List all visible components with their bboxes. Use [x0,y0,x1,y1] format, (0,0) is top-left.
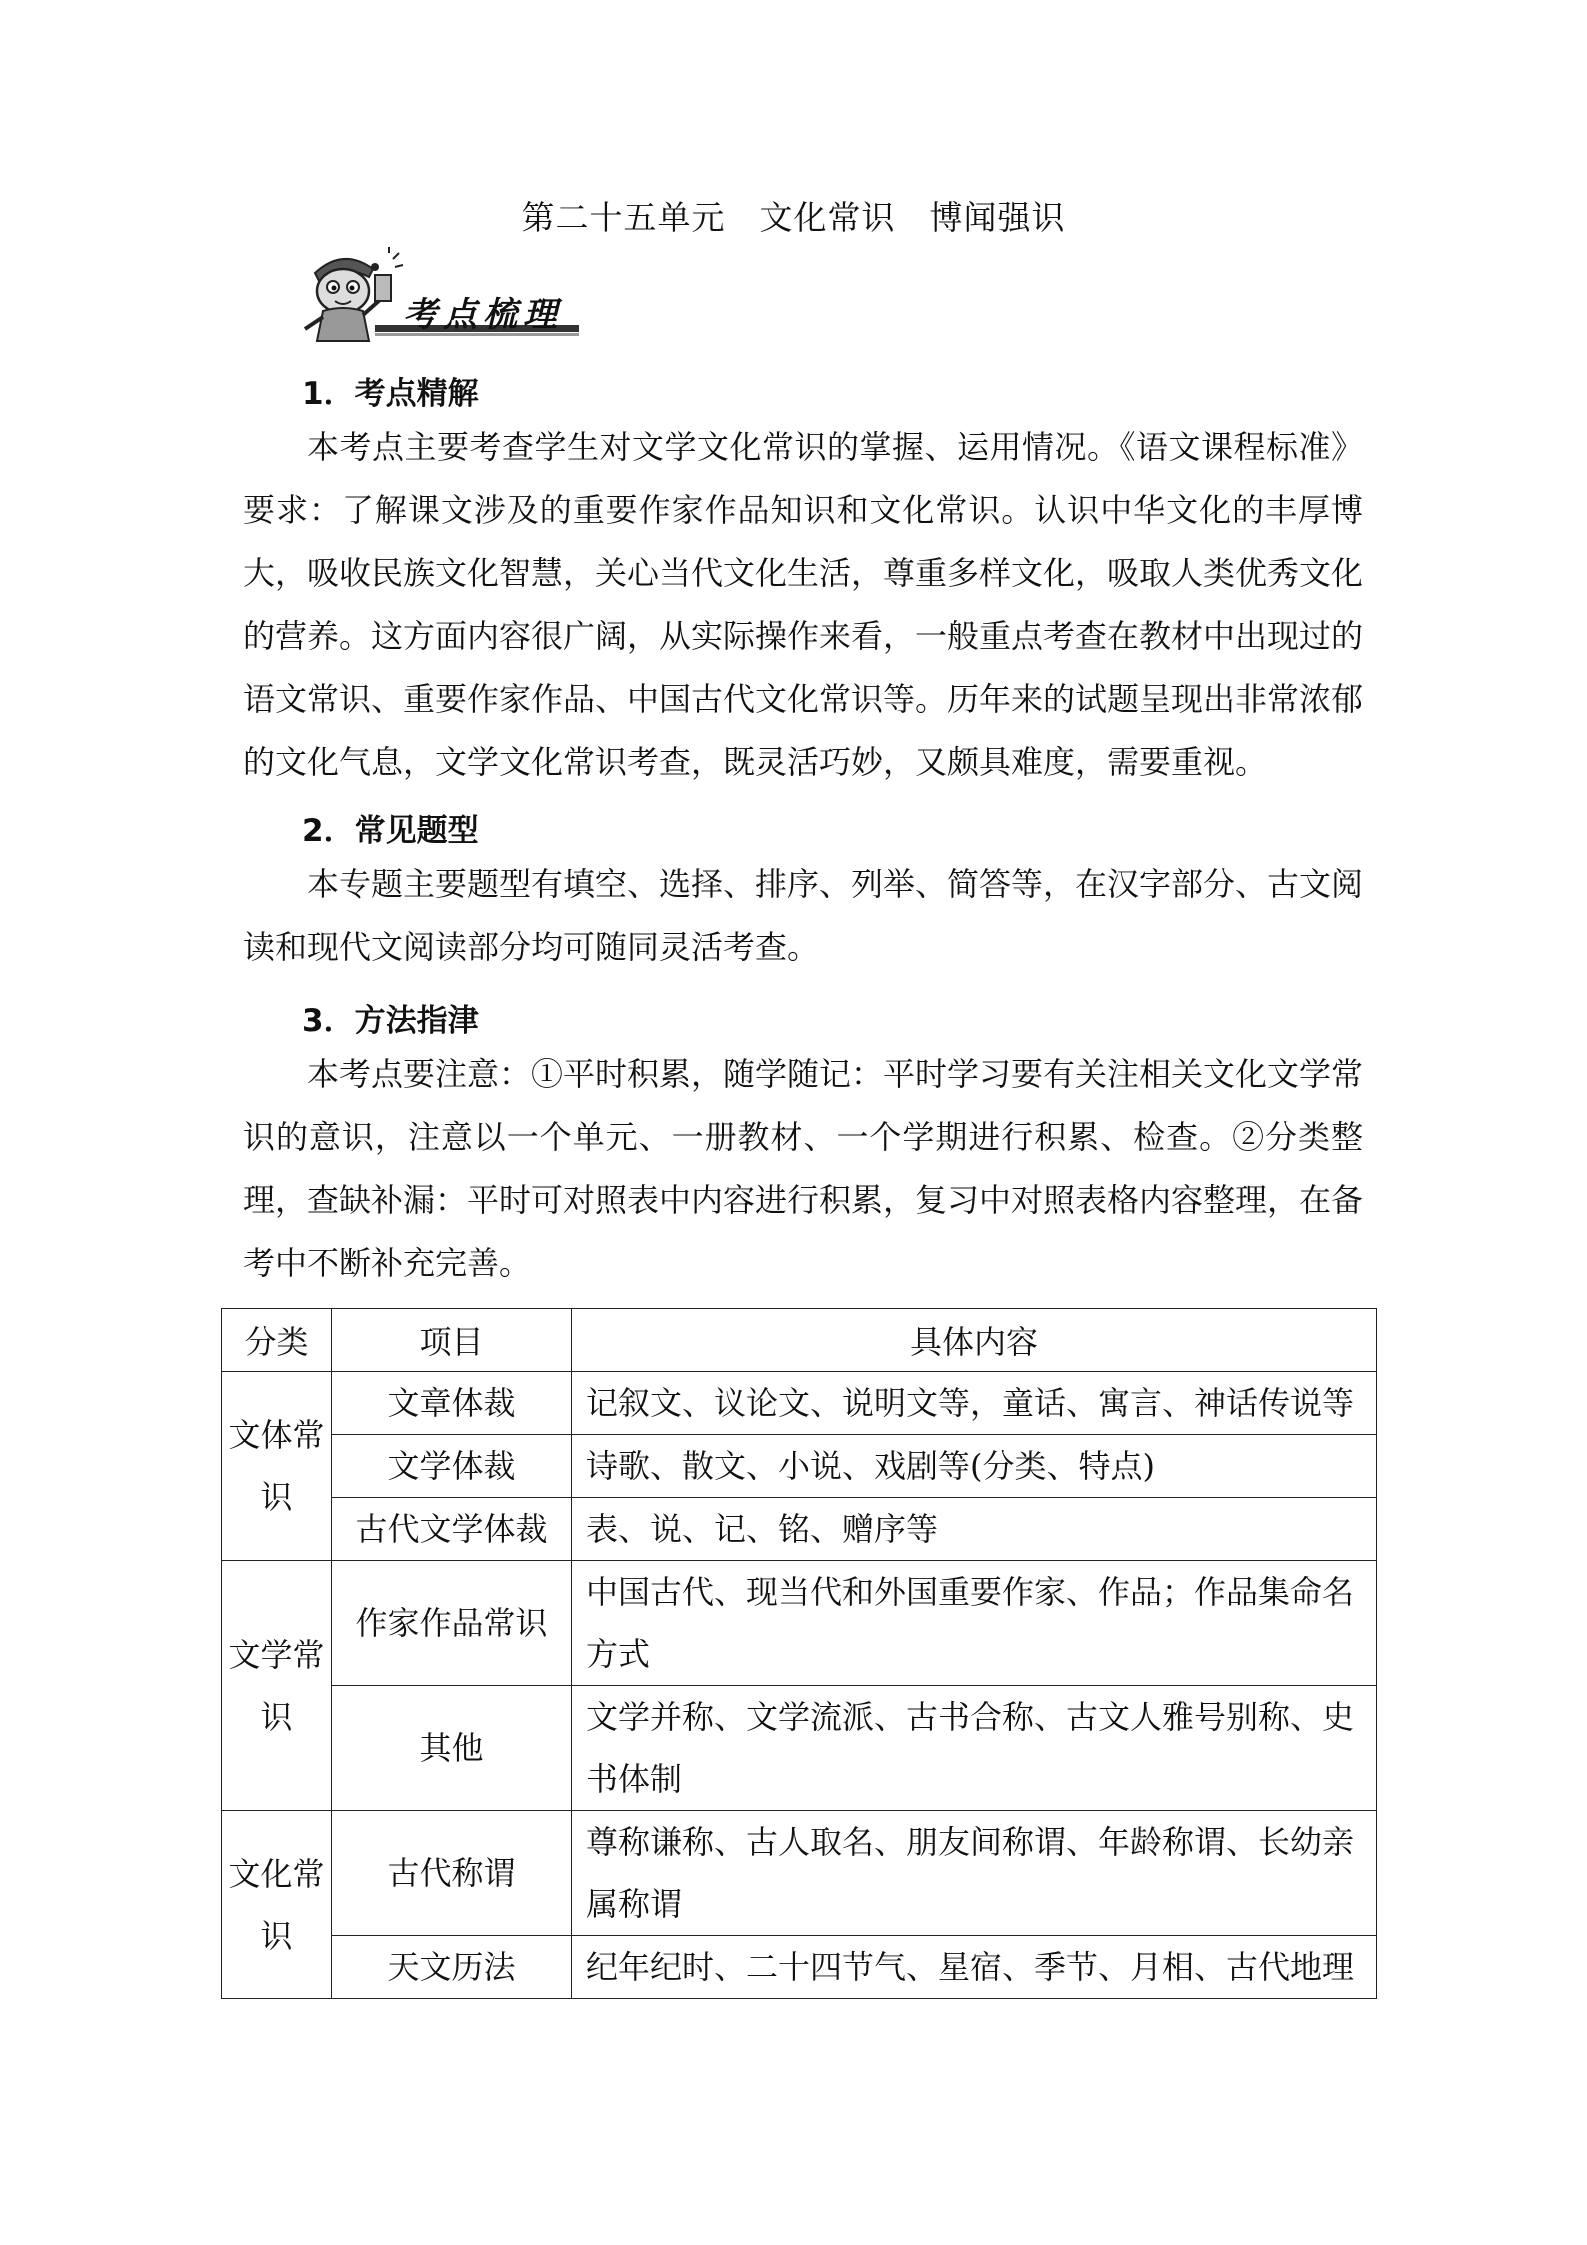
item-cell: 文学体裁 [332,1435,572,1498]
content-cell: 诗歌、散文、小说、戏剧等(分类、特点) [572,1435,1377,1498]
content-cell: 文学并称、文学流派、古书合称、古文人雅号别称、史书体制 [572,1686,1377,1811]
table-row [222,1561,1377,1686]
table-header-category: 分类 [222,1309,332,1372]
content-cell: 尊称谦称、古人取名、朋友间称谓、年龄称谓、长幼亲属称谓 [572,1811,1377,1936]
table-row [222,1686,1377,1811]
unit-title: 第二十五单元 文化常识 博闻强识 [521,198,1066,237]
section-banner [295,245,585,345]
content-cell: 中国古代、现当代和外国重要作家、作品；作品集命名方式 [572,1561,1377,1686]
section-heading-3: 3．方法指津 [302,1003,479,1039]
table-row [222,1435,1377,1498]
section-heading-1: 1．考点精解 [302,376,479,412]
table-header-content: 具体内容 [572,1309,1377,1372]
section-paragraph-3: 本考点要注意：①平时积累，随学随记：平时学习要有关注相关文化文学常识的意识，注意以一个单元、一册教材、一个学期进行积累、检查。②分类整理，查缺补漏：平时可对照表中内容进行积累，复习中对照表格内容整理，在备考中不断补充完善。 [243,1055,1364,1282]
category-cell: 文学常识 [222,1561,332,1811]
category-cell: 文化常识 [222,1811,332,1999]
item-cell: 天文历法 [332,1936,572,1999]
table-header-item: 项目 [332,1309,572,1372]
table-row [222,1936,1377,1999]
knowledge-table [221,1308,1377,1999]
table-row [222,1372,1377,1435]
section-paragraph-2: 本专题主要题型有填空、选择、排序、列举、简答等，在汉字部分、古文阅读和现代文阅读部分均可随同灵活考查。 [243,865,1364,966]
content-cell: 记叙文、议论文、说明文等，童话、寓言、神话传说等 [572,1372,1377,1435]
content-cell: 表、说、记、铭、赠序等 [572,1498,1377,1561]
table-header-row [222,1309,1377,1372]
item-cell: 其他 [332,1686,572,1811]
section-heading-2: 2．常见题型 [302,813,479,849]
table-row [222,1811,1377,1936]
item-cell: 作家作品常识 [332,1561,572,1686]
category-cell: 文体常识 [222,1372,332,1561]
item-cell: 古代称谓 [332,1811,572,1936]
content-cell: 纪年纪时、二十四节气、星宿、季节、月相、古代地理 [572,1936,1377,1999]
banner-label: 考点梳理 [403,295,563,335]
table-row [222,1498,1377,1561]
item-cell: 文章体裁 [332,1372,572,1435]
item-cell: 古代文学体裁 [332,1498,572,1561]
section-paragraph-1: 本考点主要考查学生对文学文化常识的掌握、运用情况。《语文课程标准》要求：了解课文涉及的重要作家作品知识和文化常识。认识中华文化的丰厚博大，吸收民族文化智慧，关心当代文化生活，尊重多样文化，吸取人类优秀文化的营养。这方面内容很广阔，从实际操作来看，一般重点考查在教材中出现过的语文常识、重要作家作品、中国古代文化常识等。历年来的试题呈现出非常浓郁的文化气息，文学文化常识考查，既灵活巧妙，又颇具难度，需要重视。 [243,428,1364,781]
